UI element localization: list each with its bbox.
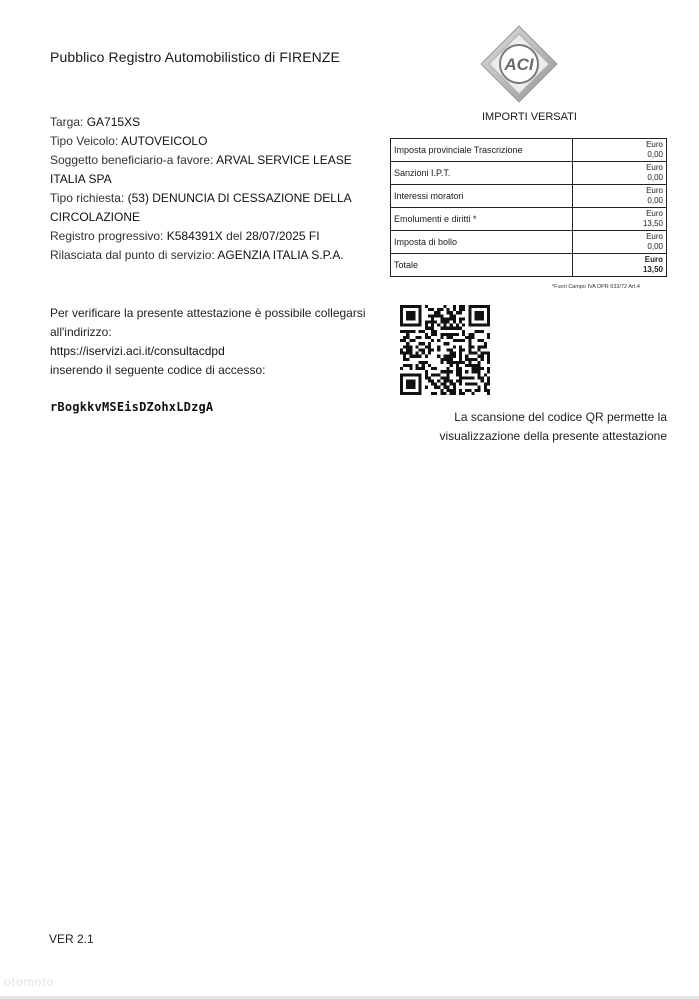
tipo-veicolo-value: AUTOVEICOLO [120, 134, 208, 148]
aci-logo-text: ACI [504, 55, 534, 74]
verify-url[interactable]: https://iservizi.aci.it/consultacdpd [50, 344, 225, 358]
rilasciata-value: AGENZIA ITALIA S.P.A. [217, 248, 344, 262]
version-label: VER 2.1 [49, 932, 94, 946]
soggetto-label: Soggetto beneficiario-a favore: [50, 153, 214, 167]
fee-amount: 13,50 [642, 219, 663, 228]
soggetto-value-1: ARVAL SERVICE LEASE [216, 153, 352, 167]
tipo-richiesta-value-2: CIRCOLAZIONE [50, 210, 141, 224]
soggetto-row [50, 151, 370, 170]
tipo-richiesta-label: Tipo richiesta: [50, 191, 125, 205]
tipo-veicolo-row [50, 132, 370, 151]
access-code: rBogkkvMSEisDZohxLDzgA [50, 400, 214, 414]
aci-logo [479, 24, 559, 104]
fee-currency: Euro [646, 140, 663, 149]
tipo-richiesta-value-1: (53) DENUNCIA DI CESSAZIONE DELLA [127, 191, 352, 205]
fee-label: Imposta provinciale Trascrizione [391, 139, 573, 162]
tipo-richiesta-row-2 [50, 208, 370, 227]
page-title: Pubblico Registro Automobilistico di FIRENZE [50, 49, 340, 65]
registro-label: Registro progressivo: [50, 229, 164, 243]
fee-amount: 0,00 [647, 242, 663, 251]
iva-footnote: *Fuori Campo IVA DPR 633/72 Art.4 [552, 284, 640, 290]
fee-label: Imposta di bollo [391, 231, 573, 254]
registro-del: del [226, 229, 243, 243]
tipo-richiesta-row [50, 189, 370, 208]
soggetto-row-2 [50, 170, 370, 189]
fee-currency: Euro [646, 209, 663, 218]
fee-amount: 0,00 [647, 173, 663, 182]
verify-line-3: inserendo il seguente codice di accesso: [50, 363, 266, 377]
tipo-veicolo-label: Tipo Veicolo: [50, 134, 119, 148]
total-currency: Euro [644, 255, 663, 264]
table-row [391, 139, 667, 162]
fee-currency: Euro [646, 163, 663, 172]
table-row [391, 162, 667, 185]
soggetto-value-2: ITALIA SPA [50, 172, 112, 186]
verify-line-1: Per verificare la presente attestazione è possibile collegarsi [50, 306, 366, 320]
total-label: Totale [391, 254, 573, 277]
targa-row [50, 113, 370, 132]
fee-amount: 0,00 [647, 150, 663, 159]
importi-table [390, 138, 667, 277]
rilasciata-label: Rilasciata dal punto di servizio: [50, 248, 215, 262]
qr-caption-line-2: visualizzazione della presente attestazione [439, 429, 667, 443]
registro-value: K584391X [166, 229, 223, 243]
table-row [391, 231, 667, 254]
qr-caption [430, 408, 667, 446]
importi-title: IMPORTI VERSATI [482, 111, 577, 123]
fee-label: Emolumenti e diritti * [391, 208, 573, 231]
verify-instructions [50, 304, 380, 380]
fee-currency: Euro [646, 232, 663, 241]
table-row [391, 185, 667, 208]
fee-label: Sanzioni I.P.T. [391, 162, 573, 185]
total-row [391, 254, 667, 277]
registro-date: 28/07/2025 FI [245, 229, 320, 243]
rilasciata-row [50, 246, 370, 265]
verify-line-2: all'indirizzo: [50, 325, 112, 339]
vehicle-info [50, 113, 370, 265]
targa-label: Targa: [50, 115, 84, 129]
table-row [391, 208, 667, 231]
registro-row [50, 227, 370, 246]
qr-code [400, 305, 490, 395]
total-amount: 13,50 [642, 265, 663, 274]
fee-currency: Euro [646, 186, 663, 195]
targa-value: GA715XS [86, 115, 141, 129]
fee-amount: 0,00 [647, 196, 663, 205]
fee-label: Interessi moratori [391, 185, 573, 208]
watermark: otomoto [4, 975, 55, 989]
qr-caption-line-1: La scansione del codice QR permette la [454, 410, 667, 424]
